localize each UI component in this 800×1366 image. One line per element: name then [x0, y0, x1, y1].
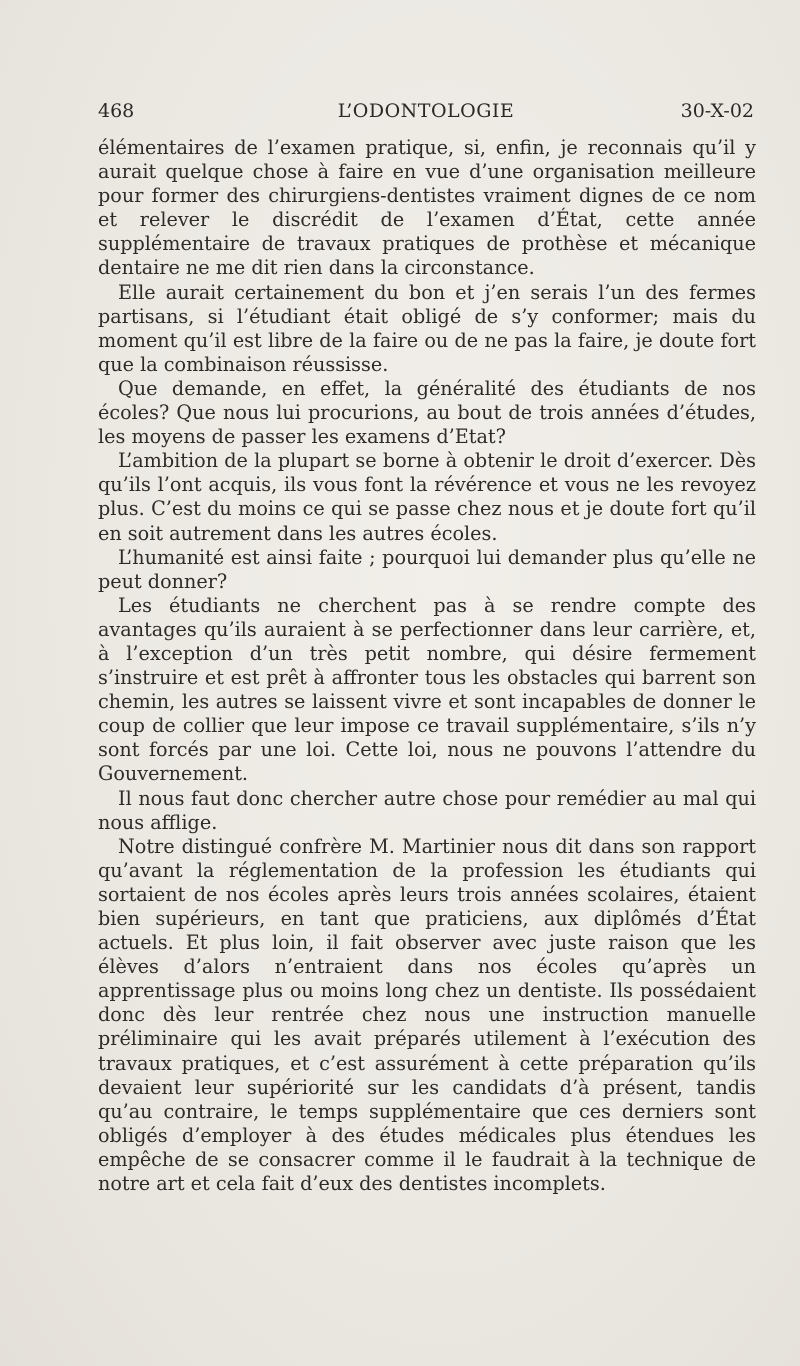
paragraph: L’humanité est ainsi faite ; pourquoi lui demander plus qu’elle ne peut donner? [98, 545, 756, 593]
running-header [98, 100, 754, 128]
paragraph: Que demande, en effet, la généralité des étudiants de nos écoles? Que nous lui procurions, au bout de trois années d’études, les moyens de passer les examens d’Etat? [98, 376, 756, 449]
page-number: 468 [98, 100, 135, 122]
paragraph: Elle aurait certainement du bon et j’en serais l’un des fermes partisans, si l’étudiant était obligé de s’y conformer; mais du moment qu’il est libre de la faire ou de ne pas la faire, je doute fort que la combinaison réussisse. [98, 280, 756, 376]
issue-date: 30-X-02 [680, 100, 754, 122]
running-title: L’ODONTOLOGIE [337, 100, 515, 122]
page-body-text [98, 136, 756, 1196]
paragraph: Les étudiants ne cherchent pas à se rendre compte des avantages qu’ils auraient à se perfectionner dans leur carrière, et, à l’exception d’un très petit nombre, qui désire fermement s’instruire et est prêt à affronter tous les obstacles qui barrent son chemin, les autres se laissent vivre et sont incapables de donner le coup de collier que leur impose ce travail supplémentaire, s’ils n’y sont forcés par une loi. Cette loi, nous ne pouvons l’attendre du Gouvernement. [98, 593, 756, 786]
paragraph: élémentaires de l’examen pratique, si, enfin, je reconnais qu’il y aurait quelque chose à faire en vue d’une organisation meilleure pour former des chirurgiens-dentistes vraiment dignes de ce nom et relever le discrédit de l’examen d’État, cette année supplémentaire de travaux pratiques de prothèse et mécanique dentaire ne me dit rien dans la circonstance. [98, 136, 756, 280]
paragraph: L’ambition de la plupart se borne à obtenir le droit d’exercer. Dès qu’ils l’ont acquis, ils vous font la révérence et vous ne les revoyez plus. C’est du moins ce qui se passe chez nous et je doute fort qu’il en soit autrement dans les autres écoles. [98, 449, 756, 545]
paragraph: Notre distingué confrère M. Martinier nous dit dans son rapport qu’avant la réglementation de la profession les étudiants qui sortaient de nos écoles après leurs trois années scolaires, étaient bien supérieurs, en tant que praticiens, aux diplômés d’État actuels. Et plus loin, il fait observer avec juste raison que les élèves d’alors n’entraient dans nos écoles qu’après un apprentissage plus ou moins long chez un dentiste. Ils possédaient donc dès leur rentrée chez nous une instruction manuelle préliminaire qui les avait préparés utilement à l’exécution des travaux pratiques, et c’est assurément à cette préparation qu’ils devaient leur supériorité sur les candidats d’à présent, tandis qu’au contraire, le temps supplémentaire que ces derniers sont obligés d’employer à des études médicales plus étendues les empêche de se consacrer comme il le faudrait à la technique de notre art et cela fait d’eux des dentistes incomplets. [98, 834, 756, 1196]
paragraph: Il nous faut donc chercher autre chose pour remédier au mal qui nous afflige. [98, 786, 756, 834]
